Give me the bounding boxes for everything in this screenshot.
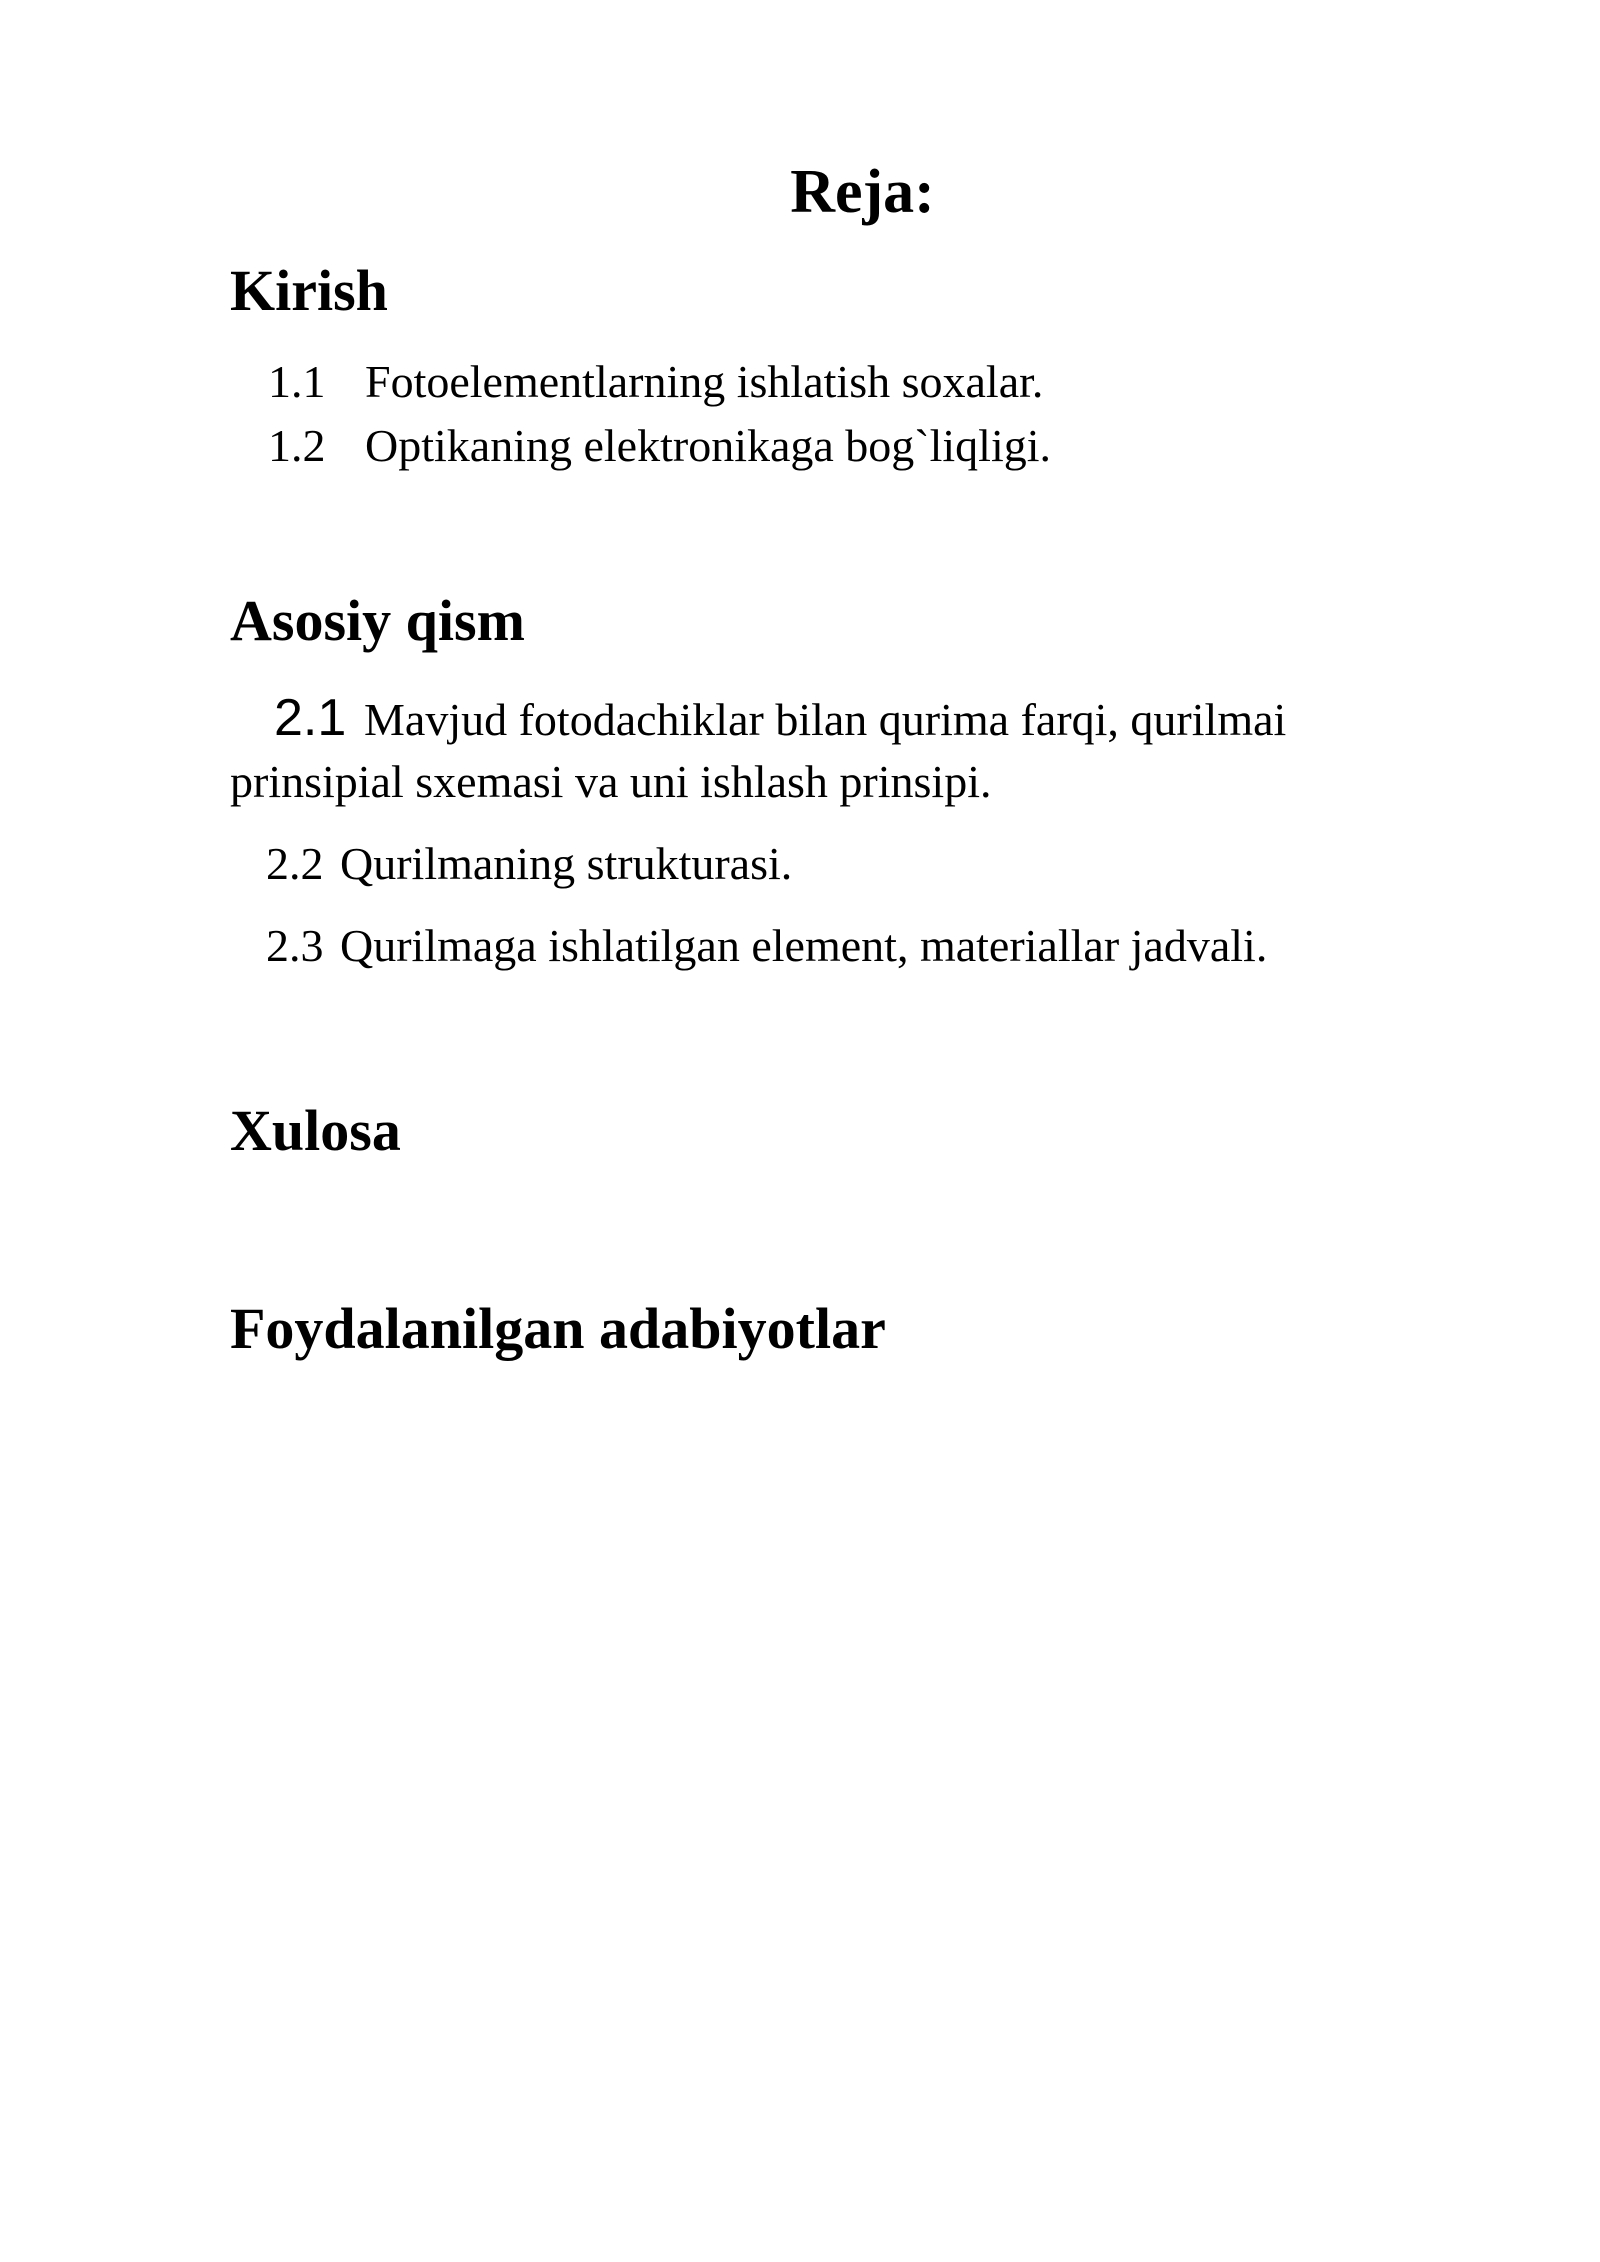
list-item: [268, 352, 1043, 412]
list-item: [266, 916, 1267, 976]
item-text: Mavjud fotodachiklar bilan qurima farqi, qurilmai: [364, 694, 1287, 745]
item-text: Fotoelementlarning ishlatish soxalar.: [365, 356, 1044, 407]
list-item: [266, 834, 792, 894]
section-heading-intro: Kirish: [230, 258, 388, 323]
item-number: 1.1: [268, 356, 326, 407]
item-number: 2.3: [266, 920, 324, 971]
page-title: Reja:: [790, 158, 935, 226]
list-item-continuation: [230, 752, 992, 812]
item-number: 2.1: [274, 689, 347, 747]
item-number: 1.2: [268, 420, 326, 471]
item-text: prinsipial sxemasi va uni ishlash prinsipi.: [230, 756, 992, 807]
list-item: [274, 688, 1286, 750]
item-number: 2.2: [266, 838, 324, 889]
item-text: Optikaning elektronikaga bog`liqligi.: [365, 420, 1052, 471]
list-item: [268, 416, 1051, 476]
section-heading-conclusion: Xulosa: [230, 1098, 401, 1163]
item-text: Qurilmaga ishlatilgan element, materiallar jadvali.: [340, 920, 1268, 971]
section-heading-references: Foydalanilgan adabiyotlar: [230, 1296, 886, 1361]
section-heading-main: Asosiy qism: [230, 588, 525, 653]
item-text: Qurilmaning strukturasi.: [340, 838, 793, 889]
